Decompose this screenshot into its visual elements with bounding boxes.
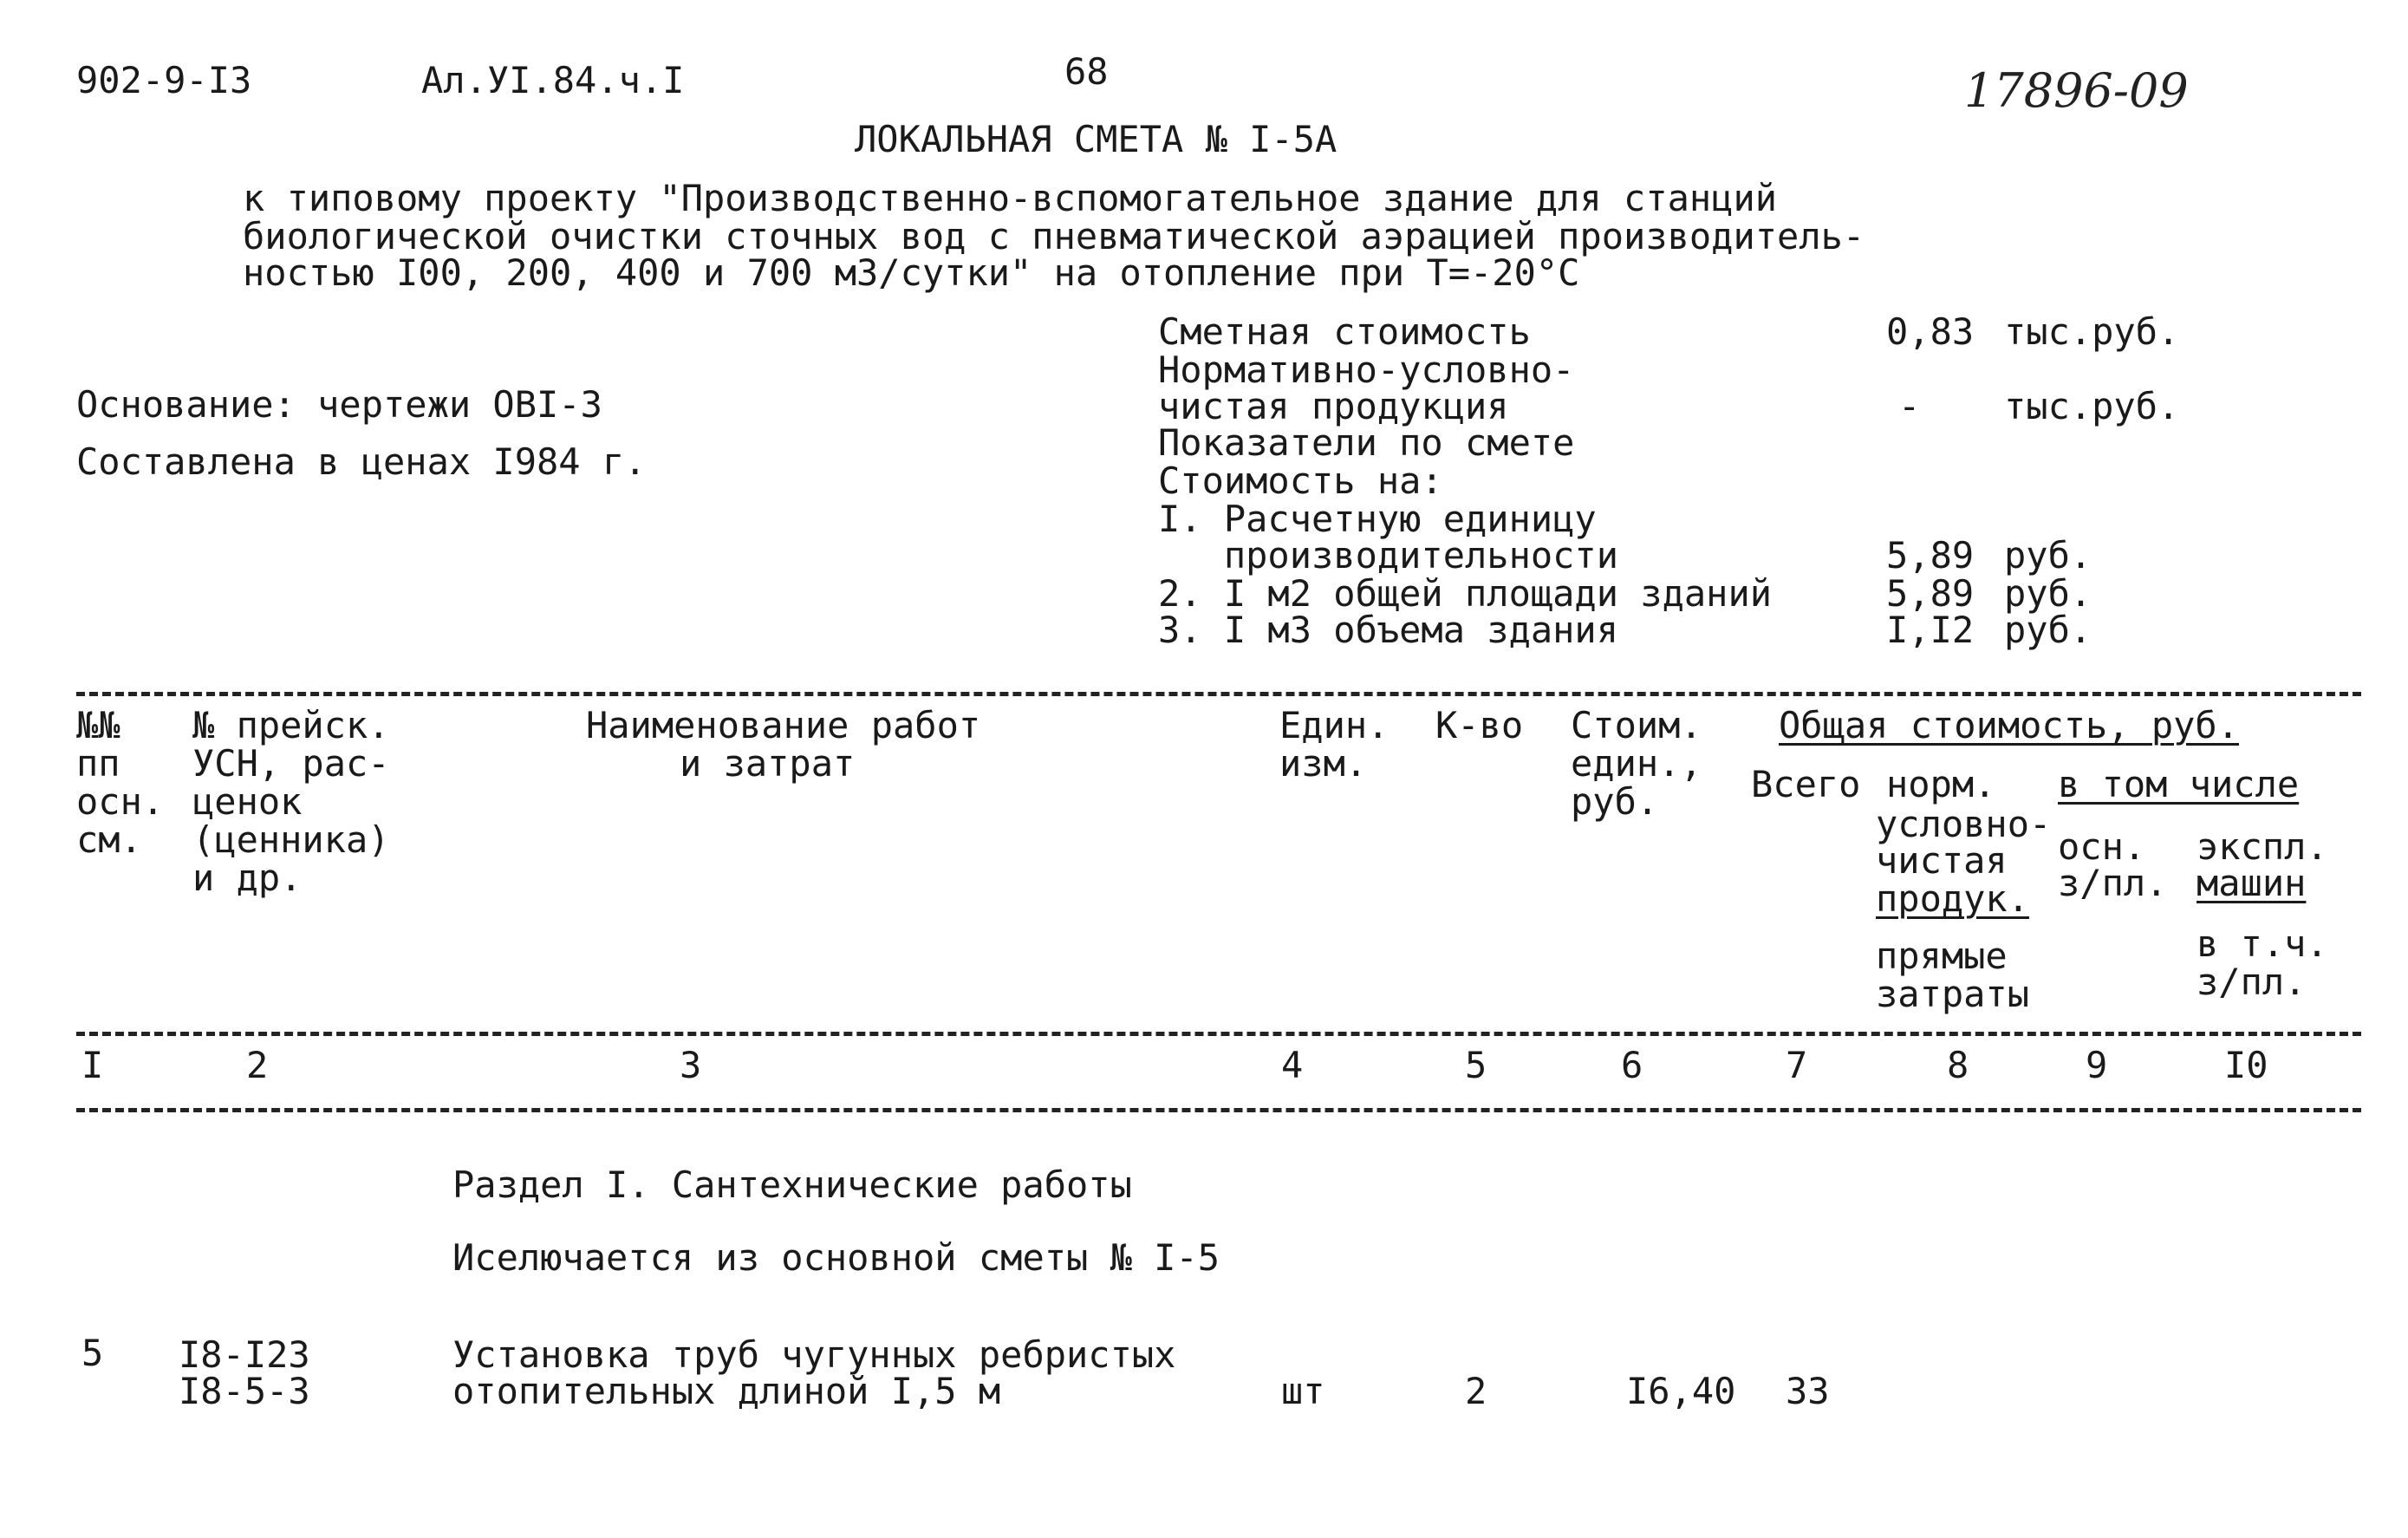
col-number-8: 8 [1947, 1044, 1969, 1086]
col4-header-1: Един. [1279, 704, 1389, 746]
col-number-4: 4 [1281, 1044, 1304, 1086]
summary-item1-a: I. Расчетную единицу [1158, 498, 1597, 540]
row-unit: шт [1281, 1370, 1325, 1412]
subtitle-line-2: биологической очистки сточных вод с пневматической аэрацией производитель- [243, 215, 1865, 257]
col4-header-2: изм. [1279, 742, 1368, 785]
including-header: в том числе [2058, 763, 2300, 805]
summary-item1-value: 5,89 [1886, 534, 1975, 577]
col3-header-1: Наименование работ [586, 704, 981, 746]
summary-indicators: Показатели по смете [1158, 421, 1575, 464]
document-title: ЛОКАЛЬНАЯ СМЕТА № I-5А [855, 118, 1337, 160]
section-note: Иселючается из основной сметы № I-5 [452, 1236, 1220, 1279]
summary-cost-value: 0,83 [1886, 310, 1975, 353]
col-number-2: 2 [246, 1044, 269, 1086]
summary-cost-unit: тыс.руб. [2004, 310, 2180, 353]
col6-header-1: Стоим. [1571, 704, 1702, 746]
col9-header-1: осн. [2058, 825, 2146, 868]
col3-header-2: и затрат [680, 742, 856, 785]
basis-drawings: Основание: чертежи ОВI-3 [76, 383, 602, 426]
summary-norm-unit: тыс.руб. [2004, 385, 2180, 427]
doc-code: 902-9-I3 [76, 59, 252, 101]
col2-header-5: и др. [192, 857, 303, 899]
summary-cost-label: Сметная стоимость [1158, 310, 1531, 353]
col-number-9: 9 [2086, 1044, 2108, 1086]
table-rule-mid [76, 1032, 2361, 1036]
summary-norm-value: - [1898, 385, 1921, 427]
handwritten-number: 17896-09 [1964, 63, 2189, 118]
vsego-header: Всего [1751, 763, 1861, 805]
table-rule-top [76, 692, 2361, 696]
section-title: Раздел I. Сантехнические работы [452, 1163, 1132, 1206]
row-code-1: I8-I23 [179, 1333, 310, 1376]
col6-header-2: един., [1571, 742, 1702, 785]
direct-costs-header-1: прямые [1876, 935, 2008, 977]
subtitle-line-1: к типовому проекту "Производственно-вспомогательное здание для станций [243, 177, 1778, 219]
row-unit-cost: I6,40 [1626, 1370, 1736, 1412]
col-number-7: 7 [1786, 1044, 1808, 1086]
col10b-header-2: з/пл. [2196, 961, 2307, 1003]
col5-header: К-во [1435, 704, 1524, 746]
summary-norm-label-1: Нормативно-условно- [1158, 349, 1575, 391]
page-number: 68 [1064, 50, 1109, 93]
summary-item1-b: производительности [1158, 534, 1619, 577]
summary-item3: 3. I м3 объема здания [1158, 609, 1619, 651]
row-name-2: отопительных длиной I,5 м [452, 1370, 1001, 1412]
summary-item2: 2. I м2 общей площади зданий [1158, 572, 1773, 615]
basis-prices: Составлена в ценах I984 г. [76, 440, 647, 483]
summary-item2-value: 5,89 [1886, 572, 1975, 615]
col1-header-3: осн. [76, 780, 165, 823]
col2-header-4: (ценника) [192, 818, 390, 861]
col-number-10: I0 [2224, 1044, 2268, 1086]
col6-header-3: руб. [1571, 780, 1659, 823]
direct-costs-header-2: затраты [1876, 973, 2030, 1015]
summary-item2-unit: руб. [2004, 572, 2092, 615]
row-code-2: I8-5-3 [179, 1370, 310, 1412]
table-rule-bottom [76, 1108, 2361, 1112]
col10b-header-1: в т.ч. [2196, 922, 2328, 965]
summary-item3-value: I,I2 [1886, 609, 1975, 651]
col8-header-3: продук. [1876, 877, 2030, 920]
col9-header-2: з/пл. [2058, 862, 2168, 904]
summary-item3-unit: руб. [2004, 609, 2092, 651]
norm-header: норм. [1886, 763, 1996, 805]
summary-cost-on: Стоимость на: [1158, 459, 1443, 502]
col8-header-2: чистая [1876, 839, 2008, 882]
summary-norm-label-2: чистая продукция [1158, 385, 1509, 427]
summary-item1-unit: руб. [2004, 534, 2092, 577]
col2-header-3: ценок [192, 780, 303, 823]
total-cost-header: Общая стоимость, руб. [1779, 704, 2240, 746]
col-number-3: 3 [680, 1044, 702, 1086]
col10-header-1: экспл. [2196, 825, 2328, 868]
col8-header-1: условно- [1876, 803, 2052, 845]
col1-header-1: №№ [76, 704, 120, 746]
col1-header-2: пп [76, 742, 120, 785]
row-number: 5 [81, 1332, 104, 1374]
col-number-6: 6 [1621, 1044, 1643, 1086]
row-quantity: 2 [1465, 1370, 1487, 1412]
col2-header-2: УСН, рас- [192, 742, 390, 785]
row-name-1: Установка труб чугунных ребристых [452, 1333, 1176, 1376]
col10-header-2: машин [2196, 862, 2307, 904]
row-total: 33 [1786, 1370, 1830, 1412]
col1-header-4: см. [76, 818, 142, 861]
col2-header-1: № прейск. [192, 704, 390, 746]
col-number-5: 5 [1465, 1044, 1487, 1086]
album-ref: Ал.УI.84.ч.I [421, 59, 685, 101]
col-number-1: I [81, 1044, 104, 1086]
subtitle-line-3: ностью I00, 200, 400 и 700 м3/сутки" на отопление при Т=-20°С [243, 251, 1580, 294]
